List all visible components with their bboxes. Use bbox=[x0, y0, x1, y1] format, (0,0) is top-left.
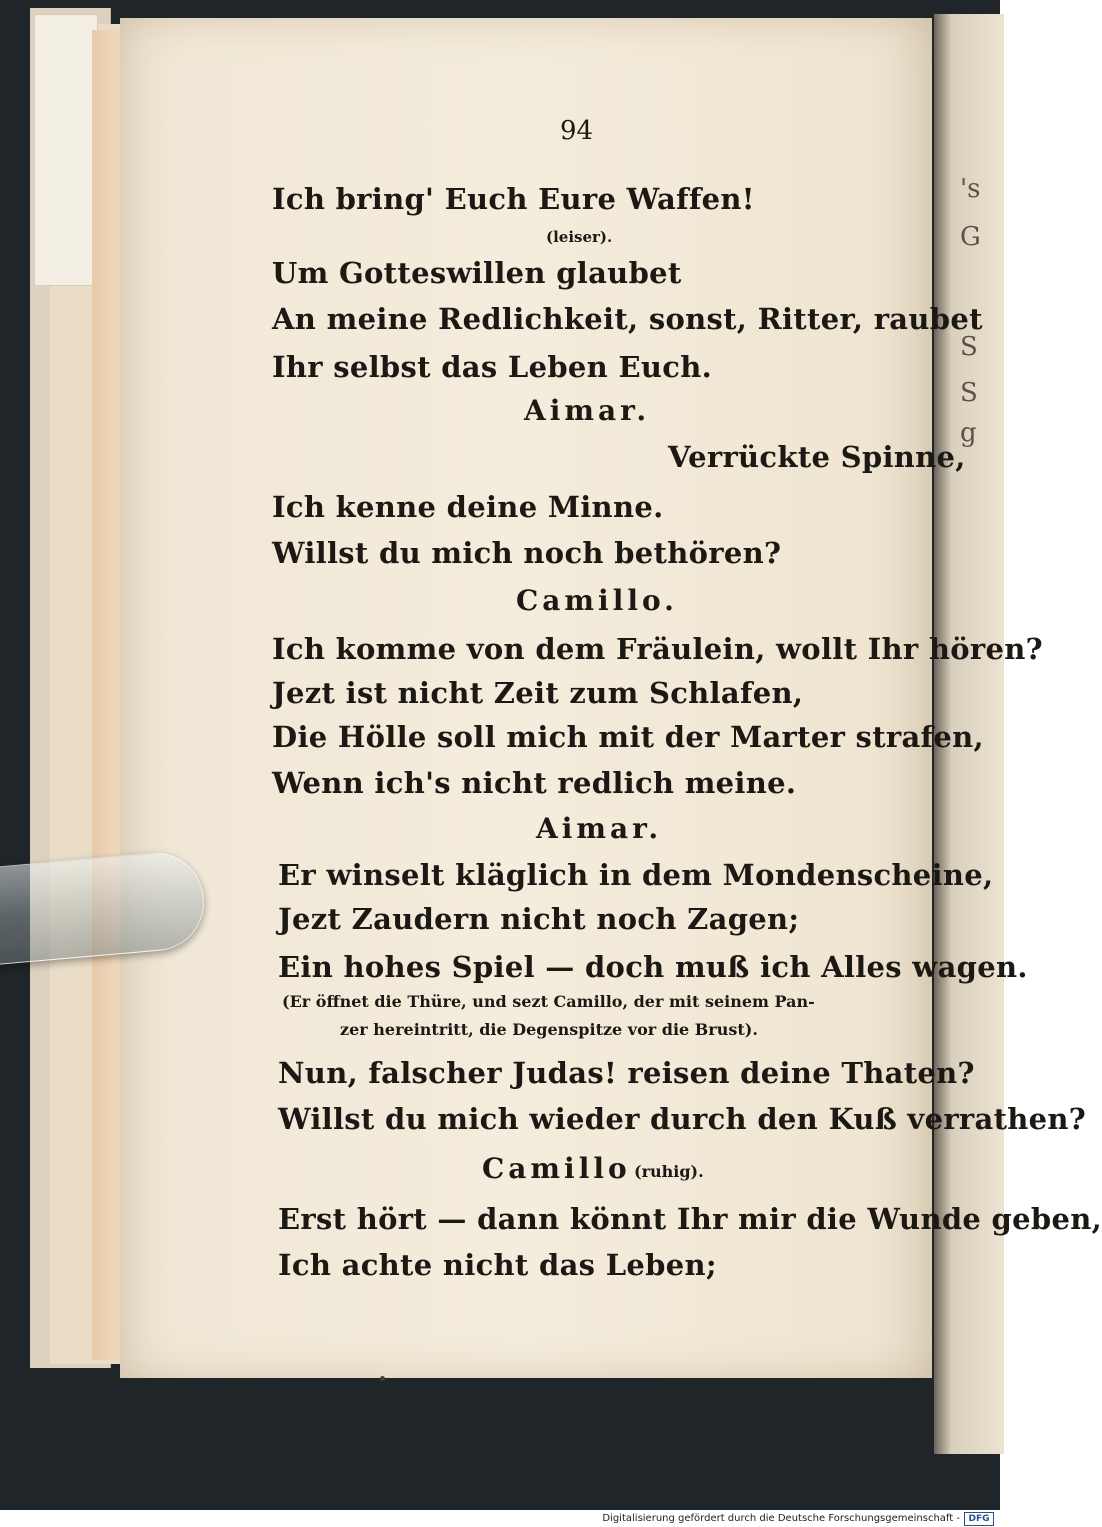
speaker-name: Aimar. bbox=[536, 812, 663, 845]
footer-credit: Digitalisierung gefördert durch die Deutsche Forschungsgemeinschaft - bbox=[602, 1513, 960, 1524]
verse-line: Willst du mich noch bethören? bbox=[272, 536, 782, 570]
verse-line: Erst hört — dann könnt Ihr mir die Wunde geben, bbox=[278, 1202, 1102, 1236]
stage-direction: (ruhig). bbox=[634, 1162, 704, 1181]
verse-line: Die Hölle soll mich mit der Marter strafen, bbox=[272, 720, 984, 754]
dfg-logo: DFG bbox=[964, 1512, 994, 1526]
verse-line: Verrückte Spinne, bbox=[668, 440, 966, 474]
page-number: 94 bbox=[560, 116, 594, 146]
stage-direction: (Er öffnet die Thüre, und sezt Camillo, der mit seinem Pan- bbox=[282, 992, 815, 1011]
verse-line: Er winselt kläglich in dem Mondenscheine, bbox=[278, 858, 994, 892]
verse-line: Ich bring' Euch Eure Waffen! bbox=[272, 182, 755, 216]
facing-page-fragment: S bbox=[960, 332, 978, 362]
verse-line: Ein hohes Spiel — doch muß ich Alles wagen. bbox=[278, 950, 1028, 984]
facing-page-fragment: 's bbox=[960, 174, 981, 204]
page-mark bbox=[380, 1376, 385, 1381]
speaker-name: Camillo bbox=[482, 1152, 631, 1185]
stage-direction: zer hereintritt, die Degenspitze vor die Brust). bbox=[340, 1020, 758, 1039]
facing-page-fragment: g bbox=[960, 418, 977, 448]
speaker-name: Camillo. bbox=[516, 584, 678, 617]
verse-line: Um Gotteswillen glaubet bbox=[272, 256, 682, 290]
verse-line: Ich komme von dem Fräulein, wollt Ihr hören? bbox=[272, 632, 1043, 666]
footer-bar bbox=[0, 1510, 1000, 1527]
verse-line: Ich achte nicht das Leben; bbox=[278, 1248, 717, 1282]
stage-direction: (leiser). bbox=[546, 228, 613, 246]
verse-line: Ich kenne deine Minne. bbox=[272, 490, 664, 524]
verse-line: Nun, falscher Judas! reisen deine Thaten? bbox=[278, 1056, 975, 1090]
speaker-name: Aimar. bbox=[524, 394, 651, 427]
facing-page-fragment: G bbox=[960, 222, 981, 252]
verse-line: An meine Redlichkeit, sonst, Ritter, raubet bbox=[272, 302, 983, 336]
verse-line: Willst du mich wieder durch den Kuß verrathen? bbox=[278, 1102, 1087, 1136]
verse-line: Ihr selbst das Leben Euch. bbox=[272, 350, 712, 384]
verse-line: Jezt ist nicht Zeit zum Schlafen, bbox=[272, 676, 804, 710]
verse-line: Jezt Zaudern nicht noch Zagen; bbox=[278, 902, 800, 936]
facing-page-fragment: S bbox=[960, 378, 978, 408]
verse-line: Wenn ich's nicht redlich meine. bbox=[272, 766, 797, 800]
